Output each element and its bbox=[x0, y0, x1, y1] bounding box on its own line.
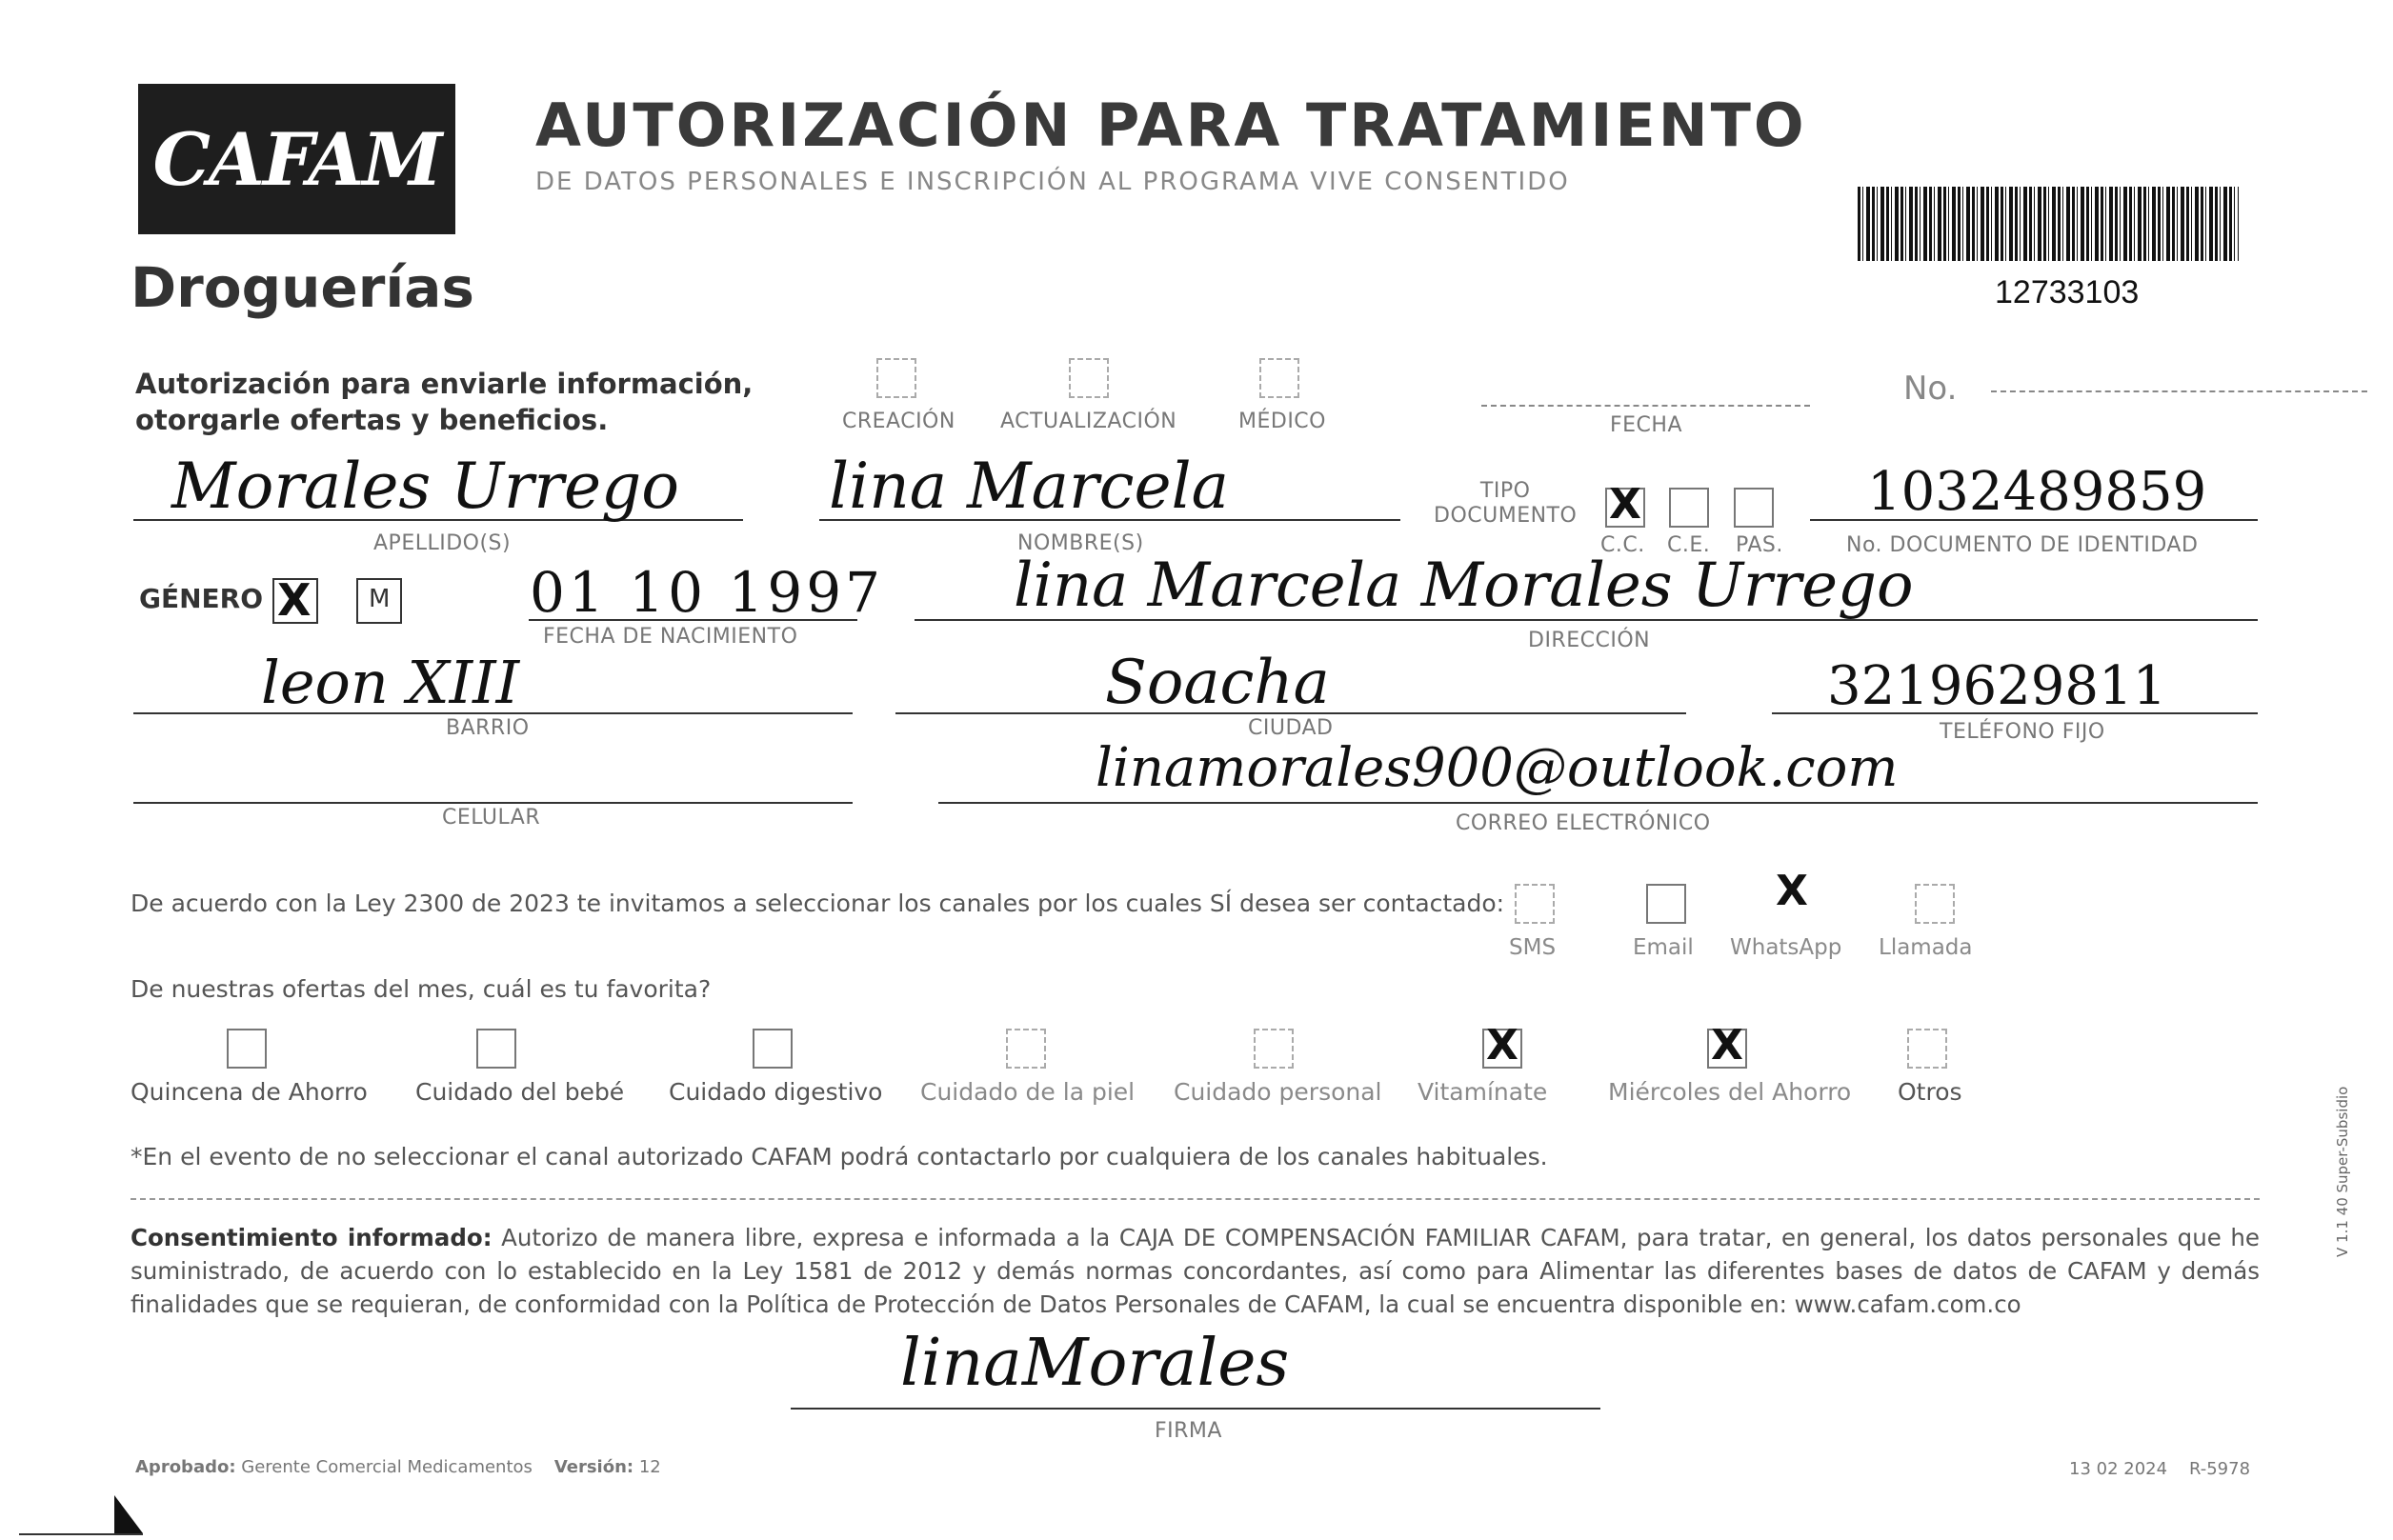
tipo-documento-label-2: DOCUMENTO bbox=[1434, 504, 1578, 528]
tipo-documento-label bbox=[1434, 479, 1577, 529]
footer-date-code bbox=[2069, 1459, 2250, 1479]
nombres-label: NOMBRE(S) bbox=[1017, 531, 1144, 555]
creacion-label: CREACIÓN bbox=[842, 410, 955, 433]
intro-text bbox=[135, 366, 753, 438]
offer-vitaminate-check-mark: X bbox=[1486, 1021, 1518, 1070]
cafam-logo-text: CAFAM bbox=[152, 116, 441, 202]
corner-mark bbox=[114, 1495, 143, 1533]
email-checkbox[interactable] bbox=[1646, 884, 1686, 924]
genero-label: GÉNERO bbox=[139, 583, 264, 614]
llamada-checkbox[interactable] bbox=[1915, 884, 1955, 924]
consent-text: Autorizo de manera libre, expresa e informada a la CAJA DE COMPENSACIÓN FAMILIAR CAFAM, para tratar, en general, los datos personales que he suministrado, de acuerdo con lo establecido en la Ley 1581 de 2012 y demás normas concordantes, así como para Alimentar las diferentes bases de datos de CAFAM y demás finalidades que se requieran, de conformidad con la Política de Protección de Datos Personales de CAFAM, la cual se encuentra disponible en: www.cafam.com.co bbox=[131, 1224, 2260, 1318]
pas-label: PAS. bbox=[1736, 533, 1783, 557]
version-value: 12 bbox=[638, 1457, 661, 1477]
numero-line bbox=[1991, 390, 2367, 392]
channel-note: *En el evento de no seleccionar el canal autorizado CAFAM podrá contactarlo por cualquiera de los canales habituales. bbox=[131, 1143, 1548, 1170]
offer-miercoles-check-mark: X bbox=[1711, 1021, 1743, 1070]
offers-prompt: De nuestras ofertas del mes, cuál es tu favorita? bbox=[131, 975, 712, 1003]
apellidos-label: APELLIDO(S) bbox=[373, 531, 512, 555]
ce-label: C.E. bbox=[1667, 533, 1711, 557]
cafam-logo bbox=[138, 84, 455, 234]
offer-digestivo-label: Cuidado digestivo bbox=[669, 1078, 883, 1106]
numero-documento-label: No. DOCUMENTO DE IDENTIDAD bbox=[1846, 533, 2199, 557]
actualizacion-checkbox[interactable] bbox=[1069, 358, 1109, 398]
barcode bbox=[1858, 187, 2239, 261]
fecha-nacimiento-label: FECHA DE NACIMIENTO bbox=[543, 625, 798, 649]
celular-label: CELULAR bbox=[442, 806, 541, 830]
offer-quincena-checkbox[interactable] bbox=[227, 1029, 267, 1069]
tipo-documento-label-1: TIPO bbox=[1479, 479, 1531, 503]
corner-line bbox=[19, 1533, 143, 1535]
direccion-label: DIRECCIÓN bbox=[1528, 629, 1651, 652]
offer-vitaminate-label: Vitamínate bbox=[1418, 1078, 1548, 1106]
apellidos-value: Morales Urrego bbox=[171, 450, 679, 523]
approved-by: Gerente Comercial Medicamentos bbox=[241, 1457, 533, 1477]
genero-m-label: M bbox=[369, 585, 391, 613]
footer-date: 13 02 2024 bbox=[2069, 1459, 2168, 1479]
footer-code: R-5978 bbox=[2188, 1459, 2251, 1479]
telefono-fijo-label: TELÉFONO FIJO bbox=[1940, 720, 2105, 744]
nombres-value: lina Marcela bbox=[829, 450, 1230, 523]
offer-personal-label: Cuidado personal bbox=[1174, 1078, 1382, 1106]
fecha-nacimiento-value: 01 10 1997 bbox=[530, 560, 885, 625]
signature-value: linaMorales bbox=[900, 1326, 1290, 1401]
cc-label: C.C. bbox=[1600, 533, 1645, 557]
llamada-label: Llamada bbox=[1879, 935, 1973, 960]
intro-line-1: Autorización para enviarle información, bbox=[135, 368, 754, 400]
signature-label: FIRMA bbox=[1155, 1419, 1222, 1443]
page-title: AUTORIZACIÓN PARA TRATAMIENTO bbox=[535, 90, 1807, 160]
pas-checkbox[interactable] bbox=[1734, 488, 1774, 528]
signature-line bbox=[791, 1408, 1600, 1410]
offer-digestivo-checkbox[interactable] bbox=[753, 1029, 793, 1069]
offer-bebe-label: Cuidado del bebé bbox=[415, 1078, 625, 1106]
email-label: Email bbox=[1633, 935, 1694, 960]
numero-documento-value: 1032489859 bbox=[1867, 461, 2207, 523]
channels-prompt: De acuerdo con la Ley 2300 de 2023 te invitamos a seleccionar los canales por los cuales SÍ desea ser contactado: bbox=[131, 890, 1505, 917]
offer-miercoles-label: Miércoles del Ahorro bbox=[1608, 1078, 1852, 1106]
offer-otros-label: Otros bbox=[1898, 1078, 1962, 1106]
page-subtitle: DE DATOS PERSONALES E INSCRIPCIÓN AL PROGRAMA VIVE CONSENTIDO bbox=[535, 168, 1570, 196]
brand-division: Droguerías bbox=[131, 255, 474, 320]
correo-line bbox=[938, 802, 2258, 804]
approved-label: Aprobado: bbox=[135, 1457, 236, 1477]
barrio-value: leon XIII bbox=[261, 648, 520, 717]
genero-f-check-mark: X bbox=[277, 574, 312, 626]
offer-bebe-checkbox[interactable] bbox=[476, 1029, 516, 1069]
version-label: Versión: bbox=[553, 1457, 634, 1477]
footer-approval bbox=[135, 1457, 661, 1477]
barcode-number: 12733103 bbox=[1995, 274, 2140, 310]
consent-heading: Consentimiento informado: bbox=[131, 1224, 493, 1251]
actualizacion-label: ACTUALIZACIÓN bbox=[1000, 410, 1177, 433]
separator-line bbox=[131, 1198, 2260, 1200]
direccion-value: lina Marcela Morales Urrego bbox=[1014, 550, 1914, 621]
numero-label: No. bbox=[1903, 370, 1958, 408]
ce-checkbox[interactable] bbox=[1669, 488, 1709, 528]
telefono-fijo-value: 3219629811 bbox=[1827, 655, 2167, 717]
medico-label: MÉDICO bbox=[1238, 410, 1326, 433]
offer-personal-checkbox[interactable] bbox=[1254, 1029, 1294, 1069]
correo-value: linamorales900@outlook.com bbox=[1096, 737, 1899, 799]
cc-check-mark: X bbox=[1609, 480, 1641, 529]
fecha-label: FECHA bbox=[1610, 413, 1683, 437]
barrio-label: BARRIO bbox=[446, 716, 530, 740]
offer-quincena-label: Quincena de Ahorro bbox=[131, 1078, 368, 1106]
consent-paragraph bbox=[131, 1221, 2260, 1321]
offer-otros-checkbox[interactable] bbox=[1907, 1029, 1947, 1069]
fecha-line bbox=[1481, 405, 1810, 407]
ciudad-value: Soacha bbox=[1105, 648, 1330, 718]
whatsapp-label: WhatsApp bbox=[1730, 935, 1842, 960]
sms-checkbox[interactable] bbox=[1515, 884, 1555, 924]
ciudad-label: CIUDAD bbox=[1248, 716, 1334, 740]
offer-piel-label: Cuidado de la piel bbox=[920, 1078, 1136, 1106]
medico-checkbox[interactable] bbox=[1259, 358, 1299, 398]
correo-label: CORREO ELECTRÓNICO bbox=[1456, 811, 1711, 835]
whatsapp-check-mark: X bbox=[1776, 867, 1808, 915]
celular-line bbox=[133, 802, 853, 804]
creacion-checkbox[interactable] bbox=[876, 358, 916, 398]
offer-piel-checkbox[interactable] bbox=[1006, 1029, 1046, 1069]
sms-label: SMS bbox=[1509, 935, 1557, 960]
side-text: V 1.1 40 Super-Subsidio bbox=[2334, 1086, 2351, 1257]
intro-line-2: otorgarle ofertas y beneficios. bbox=[135, 404, 609, 436]
